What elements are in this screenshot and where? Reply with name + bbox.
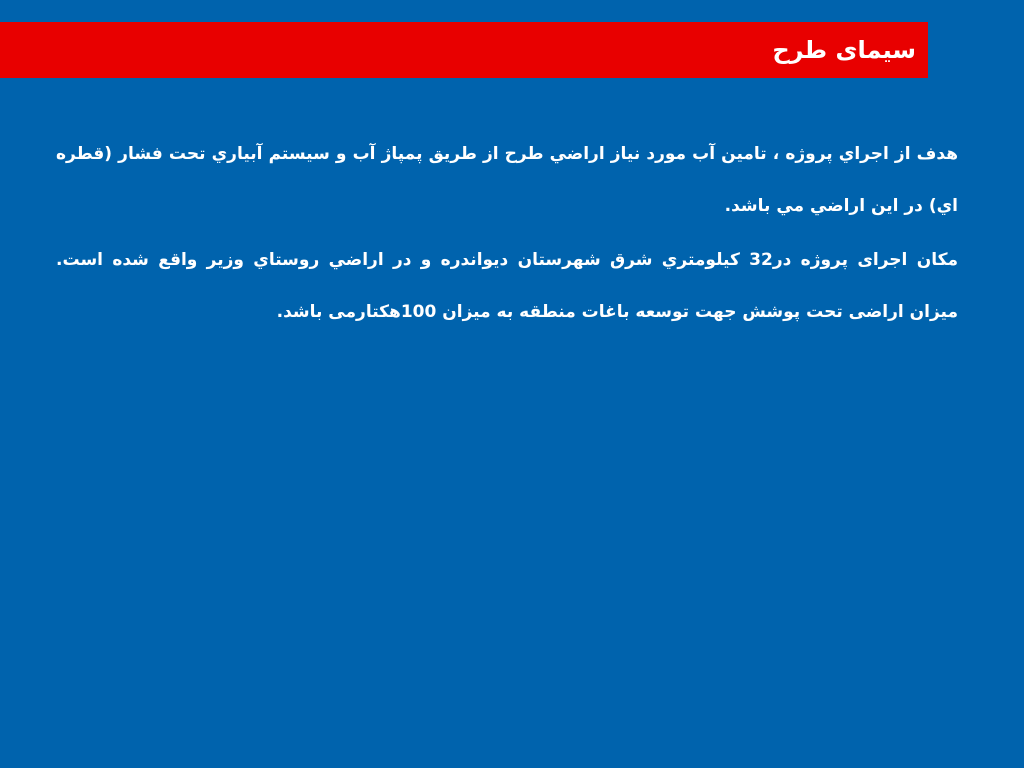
title-bar bbox=[0, 22, 928, 78]
slide-body bbox=[56, 128, 958, 340]
slide-title: سیمای طرح bbox=[772, 36, 916, 64]
paragraph-project-location: مکان اجرای پروژه در32 کيلومتري شرق شهرستان ديواندره و در اراضي روستاي وزير واقع شده است. میزان اراضی تحت پوشش جهت توسعه باغات منطقه به میزان 100هکتارمی باشد. bbox=[56, 250, 958, 322]
paragraph-project-goal: هدف از اجراي پروژه ، تامين آب مورد نياز اراضي طرح از طريق پمپاژ آب و سيستم آبياري تحت فشار (قطره اي) در اين اراضي مي باشد. bbox=[56, 144, 958, 216]
